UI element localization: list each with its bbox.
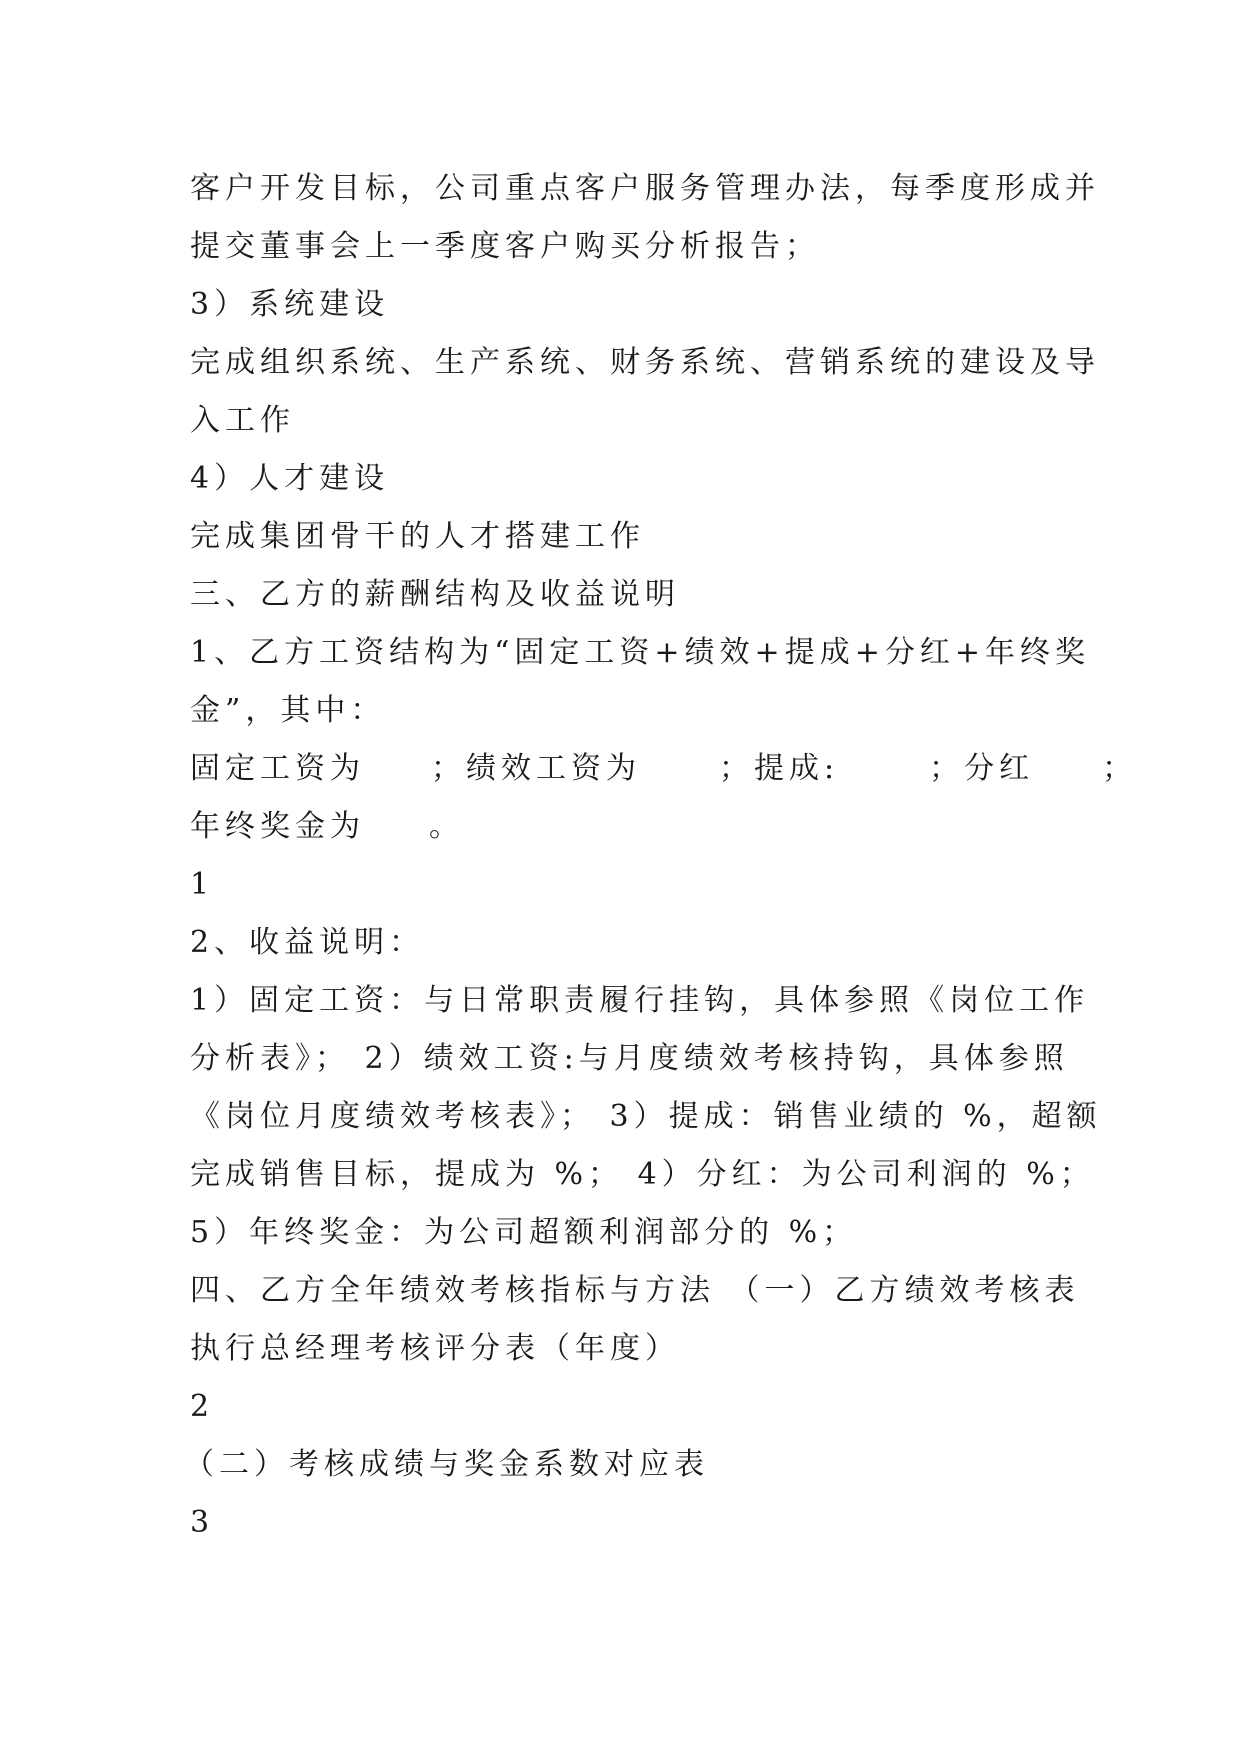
paragraph-line: 1、乙方工资结构为“固定工资+绩效+提成+分红+年终奖 [190,635,1090,670]
year-end-bonus-label: 年终奖金为 [190,809,365,844]
year-end-bonus-end: 。 [429,809,464,844]
page-marker: 2 [190,1389,212,1424]
salary-fill-row [190,740,1138,798]
fixed-salary-label: 固定工资为 [190,751,365,786]
section-heading-assessment: 四、乙方全年绩效考核指标与方法 （一）乙方绩效考核表 [190,1273,1080,1308]
performance-salary-label: ；绩效工资为 [431,751,641,786]
paragraph-line: 完成销售目标，提成为 %； 4）分红：为公司利润的 %； [190,1157,1095,1192]
item-heading-system-construction: 3）系统建设 [190,287,390,322]
paragraph-line: 完成集团骨干的人才搭建工作 [190,519,645,554]
dividend-label: ；分红 [929,751,1035,786]
paragraph-line: 1）固定工资：与日常职责履行挂钩，具体参照《岗位工作 [190,983,1090,1018]
paragraph-line: 执行总经理考核评分表（年度） [190,1331,680,1366]
income-heading: 2、收益说明： [190,925,425,960]
paragraph-line: 提交董事会上一季度客户购买分析报告； [190,229,820,264]
page-marker: 3 [190,1505,212,1540]
document-body [184,160,1138,1552]
paragraph-line: 分析表》； 2）绩效工资:与月度绩效考核持钩，具体参照 [190,1041,1069,1076]
paragraph-line: 客户开发目标，公司重点客户服务管理办法，每季度形成并 [190,171,1100,206]
year-end-bonus-line [190,798,1050,856]
paragraph-line: 5）年终奖金：为公司超额利润部分的 %； [190,1215,858,1250]
paragraph-line: 完成组织系统、生产系统、财务系统、营销系统的建设及导 [190,345,1100,380]
paragraph-line: 《岗位月度绩效考核表》； 3）提成：销售业绩的 %，超额 [190,1099,1102,1134]
row-end-separator: ； [1102,751,1138,786]
page-marker: 1 [190,867,212,902]
paragraph-line: 入工作 [190,403,295,438]
commission-label: ；提成: [719,751,840,786]
subsection-heading-coefficient-table: （二）考核成绩与奖金系数对应表 [184,1447,709,1482]
section-heading-salary-structure: 三、乙方的薪酬结构及收益说明 [190,577,680,612]
paragraph-line: 金”，其中： [190,693,386,728]
item-heading-talent-construction: 4）人才建设 [190,461,390,496]
